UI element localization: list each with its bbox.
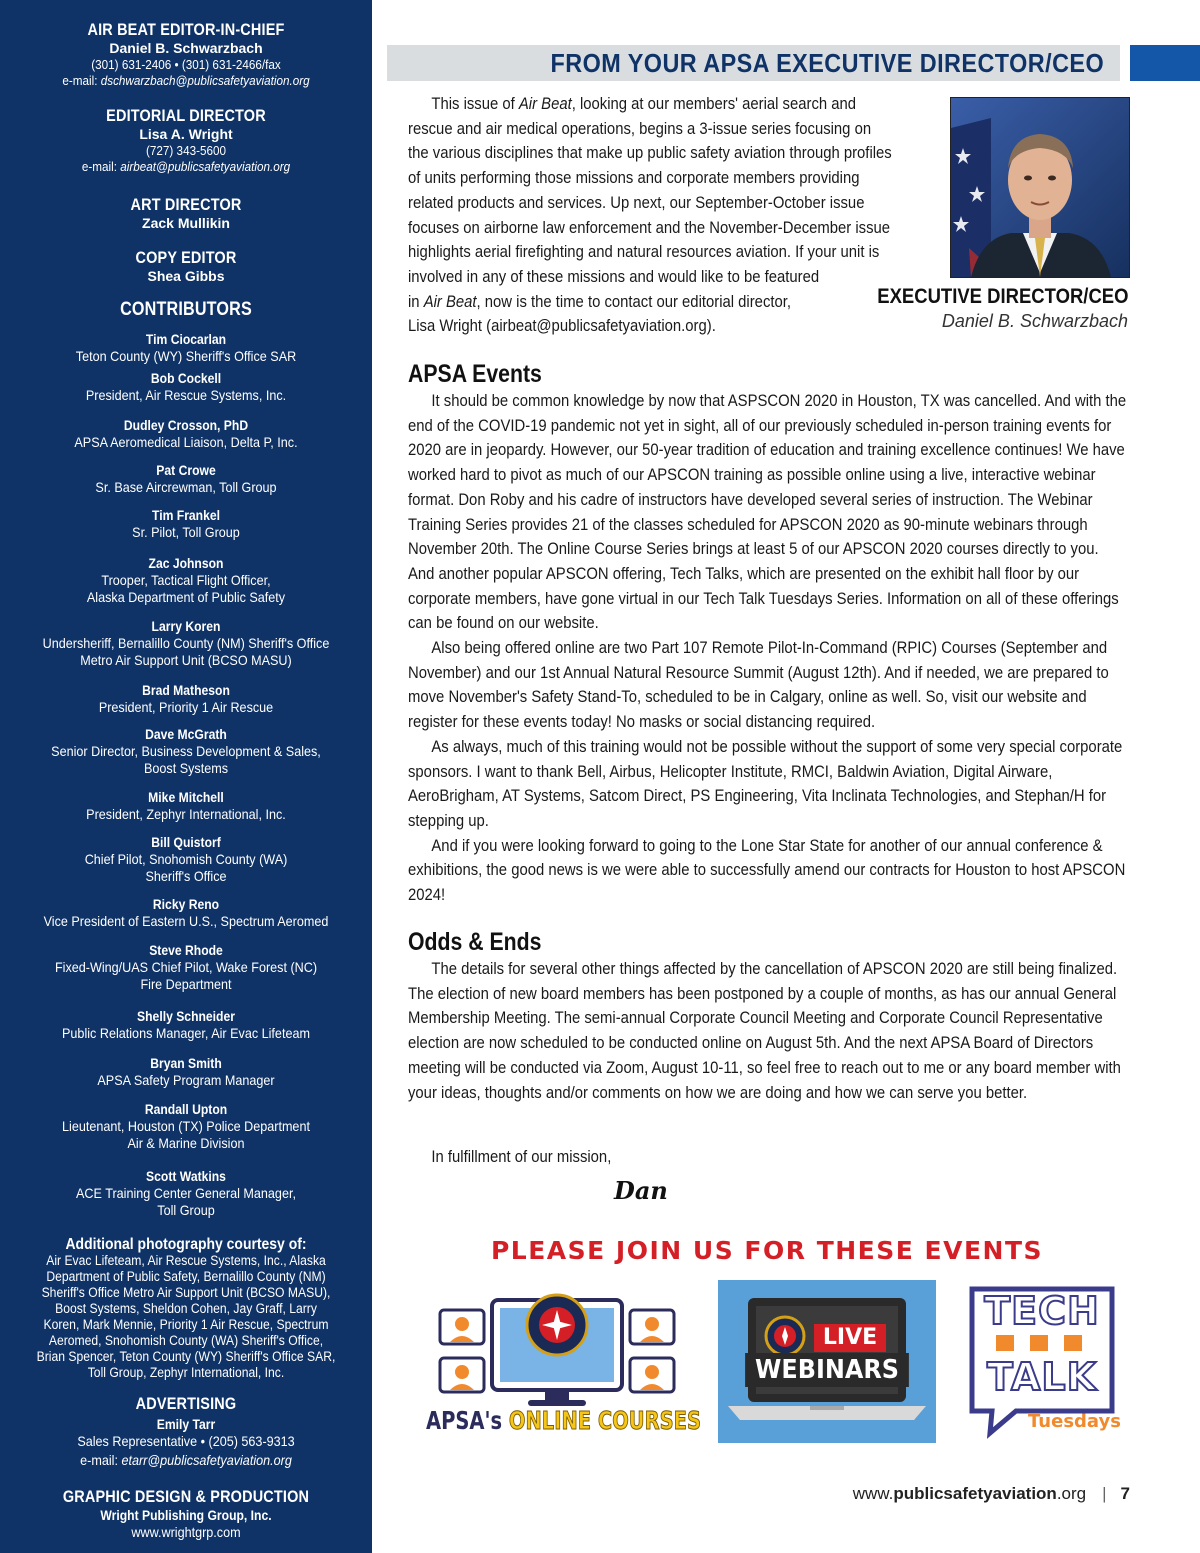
odds-ends-body xyxy=(408,957,1128,1105)
intro-line xyxy=(408,92,927,117)
editor-in-chief-block xyxy=(0,20,372,89)
body-paragraph: And if you were looking forward to going to the Lone Star State for another of our annual conference & exhibitions, the good news is we were able to successfully amend our contracts for Houston to host APSCON 2024! xyxy=(408,836,1126,905)
contributor xyxy=(0,462,372,496)
closing-line: In fulfillment of our mission, xyxy=(431,1148,612,1166)
footer-separator: | xyxy=(1102,1484,1107,1503)
contributor-name: Larry Koren xyxy=(151,619,221,634)
contributor-name: Bob Cockell xyxy=(150,371,222,386)
graphic-design-block xyxy=(0,1487,372,1541)
contributor-role: Metro Air Support Unit (BCSO MASU) xyxy=(80,652,292,668)
contributor-name: Ricky Reno xyxy=(152,897,220,912)
body-paragraph: Also being offered online are two Part 107 Remote Pilot-In-Command (RPIC) Courses (September and November) and our 1st Annual Natural Resource Summit (August 12th). And if needed, we are prepared to move November's Safety Stand-To, scheduled to be in Calgary, online as well. So, visit our website and register for these events today! No masks or social distancing required. xyxy=(408,639,1109,732)
intro-line: the various disciplines that make up public safety aviation through profiles xyxy=(408,144,892,163)
photography-heading: Additional photography courtesy of: xyxy=(65,1236,307,1253)
email-label: e-mail: xyxy=(81,159,121,174)
editorial-director-phone: (727) 343-5600 xyxy=(145,143,227,158)
editor-in-chief-email-line xyxy=(19,73,354,89)
live-webinars-graphic[interactable] xyxy=(718,1280,936,1443)
contributor-role: Sheriff's Office xyxy=(145,868,227,884)
footer-url-prefix: www. xyxy=(852,1484,894,1503)
editorial-director-block xyxy=(0,106,372,175)
contributor xyxy=(0,942,372,993)
footer-url[interactable] xyxy=(853,1484,1086,1503)
editor-in-chief-name: Daniel B. Schwarzbach xyxy=(109,40,263,56)
tech-talk-tuesdays-graphic[interactable] xyxy=(966,1283,1126,1443)
contributor xyxy=(0,618,372,669)
advertising-line: Sales Representative • (205) 563-9313 xyxy=(77,1433,295,1449)
intro-fragment: in xyxy=(408,292,424,311)
tech-talk-line3: Tuesdays xyxy=(1028,1411,1121,1432)
intro-line: focuses on airborne law enforcement and the November-December issue xyxy=(408,218,891,237)
live-badge: LIVE xyxy=(814,1324,886,1352)
advertising-email[interactable]: etarr@publicsafetyaviation.org xyxy=(121,1452,292,1468)
contributor-role: Fixed-Wing/UAS Chief Pilot, Wake Forest (NC) xyxy=(54,959,318,975)
contributor xyxy=(0,1008,372,1042)
page-title: FROM YOUR APSA EXECUTIVE DIRECTOR/CEO xyxy=(550,48,1104,78)
apsa-events-body xyxy=(408,389,1128,908)
contributor-role: Alaska Department of Public Safety xyxy=(86,589,286,605)
editor-in-chief-heading: AIR BEAT EDITOR-IN-CHIEF xyxy=(87,20,285,39)
contributor-name: Tim Ciocarlan xyxy=(145,332,227,347)
apsa-events-heading: APSA Events xyxy=(408,360,542,388)
executive-director-photo xyxy=(950,97,1130,278)
photography-line: Boost Systems, Sheldon Cohen, Jay Graff, Larry xyxy=(55,1301,317,1316)
contributor-role: Teton County (WY) Sheriff's Office SAR xyxy=(75,348,297,364)
photography-credits xyxy=(0,1236,372,1381)
contributor-role: Fire Department xyxy=(140,976,232,992)
copy-editor-heading: COPY EDITOR xyxy=(135,248,237,267)
contributor-name: Shelly Schneider xyxy=(137,1009,235,1024)
contributor-role: Sr. Base Aircrewman, Toll Group xyxy=(95,479,277,495)
body-paragraph: The details for several other things affected by the cancellation of APSCON 2020 are still being finalized. The election of new board members has been postponed by a couple of months, as has our annual General Membership Meeting. The semi-annual Corporate Council Meeting and Corporate Council Representative election are now scheduled to be conducted online on August 5th. And the next APSA Board of Directors meeting will be conducted via Zoom, August 10-11, so feel free to reach out to me or any board member with your ideas, thoughts and/or comments on how we are doing and how we can serve you better. xyxy=(408,960,1121,1102)
title-accent-block xyxy=(1130,45,1200,81)
contributor-role: Vice President of Eastern U.S., Spectrum Aeromed xyxy=(43,913,329,929)
photography-line: Department of Public Safety, Bernalillo County (NM) xyxy=(46,1269,326,1284)
executive-title: EXECUTIVE DIRECTOR/CEO xyxy=(876,285,1128,308)
contributor-role: Undersheriff, Bernalillo County (NM) Sheriff's Office xyxy=(42,635,330,651)
contributor xyxy=(0,1168,372,1219)
advertising-block xyxy=(0,1394,372,1469)
contributor-name: Randall Upton xyxy=(144,1102,228,1117)
executive-name: Daniel B. Schwarzbach xyxy=(941,311,1128,331)
contributor-name: Pat Crowe xyxy=(156,463,216,478)
intro-line: involved in any of these missions and would like to be featured xyxy=(408,267,820,286)
masthead-sidebar xyxy=(0,0,372,1553)
editor-in-chief-phone: (301) 631-2406 • (301) 631-2466/fax xyxy=(91,57,281,72)
contributor-role: Toll Group xyxy=(157,1202,215,1218)
odds-ends-heading: Odds & Ends xyxy=(408,928,542,956)
contributor-role: Lieutenant, Houston (TX) Police Department xyxy=(62,1118,310,1134)
online-courses-graphic[interactable] xyxy=(420,1280,702,1445)
page-number: 7 xyxy=(1120,1484,1130,1503)
contributors-heading: CONTRIBUTORS xyxy=(120,299,252,320)
contributor-role: Trooper, Tactical Flight Officer, xyxy=(101,572,271,588)
contributor-name: Dudley Crosson, PhD xyxy=(123,418,249,433)
contributor xyxy=(0,682,372,716)
contributor xyxy=(0,834,372,885)
contributor-role: Chief Pilot, Snohomish County (WA) xyxy=(84,851,288,867)
contributor-name: Steve Rhode xyxy=(149,943,223,958)
contributor-role: ACE Training Center General Manager, xyxy=(76,1185,296,1201)
contributor-name: Dave McGrath xyxy=(145,727,227,742)
email-label: e-mail: xyxy=(80,1452,122,1468)
advertising-name: Emily Tarr xyxy=(156,1417,216,1432)
footer-url-suffix: .org xyxy=(1056,1484,1087,1503)
contributor-name: Scott Watkins xyxy=(146,1169,226,1184)
contributor xyxy=(0,726,372,777)
intro-text xyxy=(408,92,928,339)
intro-line: rescue and air medical operations, begins a 3-issue series focusing on xyxy=(408,119,872,138)
contributor xyxy=(0,331,372,365)
intro-line: highlights aerial firefighting and natural resources aviation. If your unit is xyxy=(408,243,880,262)
tech-talk-line1: TECH xyxy=(984,1289,1100,1333)
portrait-illustration xyxy=(951,98,1129,277)
contributor-role: Public Relations Manager, Air Evac Lifeteam xyxy=(62,1025,310,1041)
contributor-role: President, Zephyr International, Inc. xyxy=(86,806,286,822)
publication-name: Air Beat xyxy=(423,292,477,311)
body-paragraph: It should be common knowledge by now that ASPSCON 2020 in Houston, TX was cancelled. And with the end of the COVID-19 pandemic not yet in sight, all of our previously scheduled in-person training events for 2020 are in jeopardy. However, our 50-year tradition of education and training excellence continues! We have worked hard to pivot as much of our APSCON training as possible online using a live, interactive webinar format. Don Roby and his cadre of instructors have developed several series of instruction. The Webinar Training Series provides 21 of the classes scheduled for APSCON 2020 as 90-minute webinars through November 20th. The Online Course Series brings at least 5 of our APSCON 2020 courses directly to you. And another popular APSCON offering, Tech Talks, which are presented on the exhibit hall floor by our corporate members, have gone virtual in our Tech Talk Tuesdays Series. Information on all of these offerings can be found on our website. xyxy=(408,392,1127,633)
contributor-role: Boost Systems xyxy=(143,760,229,776)
art-director-heading: ART DIRECTOR xyxy=(130,195,242,214)
contributor-role: Air & Marine Division xyxy=(127,1135,245,1151)
editorial-director-email-line xyxy=(19,159,354,175)
contributor-role: APSA Aeromedical Liaison, Delta P, Inc. xyxy=(74,434,298,450)
copy-editor-block xyxy=(0,248,372,285)
online-courses-prefix: APSA's xyxy=(426,1406,509,1435)
online-courses-text: ONLINE COURSES xyxy=(508,1406,702,1435)
body-paragraph: As always, much of this training would not be possible without the support of some very special corporate sponsors. I want to thank Bell, Airbus, Helicopter Institute, RMCI, Baldwin Aviation, Digital Airware, AeroBrigham, AT Systems, Satcom Direct, PS Engineering, Vita Inclinata Technologies, and Stephan/H for stepping up. xyxy=(408,737,1123,830)
contributor-name: Bill Quistorf xyxy=(151,835,221,850)
intro-line: related products and services. Up next, our September-October issue xyxy=(408,193,865,212)
contributor xyxy=(0,1101,372,1152)
events-title: PLEASE JOIN US FOR THESE EVENTS xyxy=(490,1236,1044,1265)
advertising-heading: ADVERTISING xyxy=(135,1394,237,1413)
contributor xyxy=(0,1055,372,1089)
contributor-name: Zac Johnson xyxy=(148,556,224,571)
contributor-role: Senior Director, Business Development & Sales, xyxy=(51,743,321,759)
intro-line: Lisa Wright (airbeat@publicsafetyaviation.org). xyxy=(408,317,716,336)
editorial-director-email[interactable]: airbeat@publicsafetyaviation.org xyxy=(120,159,291,174)
contributor xyxy=(0,507,372,541)
graphic-design-url[interactable]: www.wrightgrp.com xyxy=(131,1524,241,1540)
copy-editor-name: Shea Gibbs xyxy=(147,268,225,284)
photography-line: Toll Group, Zephyr International, Inc. xyxy=(87,1365,285,1380)
intro-fragment: , looking at our members' aerial search and xyxy=(571,95,857,113)
contributor-name: Mike Mitchell xyxy=(148,790,224,805)
contributor-role: President, Air Rescue Systems, Inc. xyxy=(85,387,287,403)
contributor xyxy=(0,555,372,606)
editor-in-chief-email[interactable]: dschwarzbach@publicsafetyaviation.org xyxy=(100,73,310,88)
contributor-name: Bryan Smith xyxy=(150,1056,222,1071)
contributor-role: President, Priority 1 Air Rescue xyxy=(98,699,274,715)
intro-line: of units performing those missions and corporate members providing xyxy=(408,169,860,188)
editorial-director-heading: EDITORIAL DIRECTOR xyxy=(106,106,266,125)
contributor xyxy=(0,370,372,404)
contributor xyxy=(0,789,372,823)
graphic-design-heading: GRAPHIC DESIGN & PRODUCTION xyxy=(62,1487,310,1506)
art-director-block xyxy=(0,195,372,232)
art-director-name: Zack Mullikin xyxy=(142,215,230,231)
intro-fragment: , now is the time to contact our editorial director, xyxy=(476,292,792,311)
footer-url-domain: publicsafetyaviation xyxy=(893,1484,1057,1503)
contributor-role: Sr. Pilot, Toll Group xyxy=(132,524,240,540)
contributor-role: APSA Safety Program Manager xyxy=(97,1072,275,1088)
photography-line: Koren, Mark Mennie, Priority 1 Air Rescue, Spectrum xyxy=(43,1317,329,1332)
advertising-email-line xyxy=(19,1452,354,1469)
contributor-name: Brad Matheson xyxy=(142,683,230,698)
publication-name: Air Beat xyxy=(518,95,572,113)
photography-line: Sheriff's Office Metro Air Support Unit (BCSO MASU), xyxy=(41,1285,331,1300)
photography-line: Brian Spencer, Teton County (WY) Sheriff's Office SAR, xyxy=(36,1349,336,1364)
photography-line: Aeromed, Snohomish County (WA) Sheriff's Office, xyxy=(48,1333,324,1348)
webinars-label: WEBINARS xyxy=(745,1353,909,1387)
editorial-director-name: Lisa A. Wright xyxy=(139,126,233,142)
email-label: e-mail: xyxy=(62,73,101,88)
online-courses-label xyxy=(426,1405,701,1437)
tech-talk-line2: TALK xyxy=(986,1355,1098,1399)
signature: Dan xyxy=(614,1176,668,1205)
contributor-name: Tim Frankel xyxy=(152,508,220,523)
title-bar xyxy=(387,45,1120,81)
closing-block xyxy=(408,1145,808,1170)
intro-line xyxy=(408,290,927,315)
graphic-design-name: Wright Publishing Group, Inc. xyxy=(100,1508,272,1523)
contributor xyxy=(0,896,372,930)
photography-line: Air Evac Lifeteam, Air Rescue Systems, Inc., Alaska xyxy=(46,1253,326,1268)
contributors-heading-block xyxy=(0,300,372,320)
page-footer xyxy=(853,1484,1130,1504)
contributor xyxy=(0,417,372,451)
intro-fragment: This issue of xyxy=(431,95,519,113)
